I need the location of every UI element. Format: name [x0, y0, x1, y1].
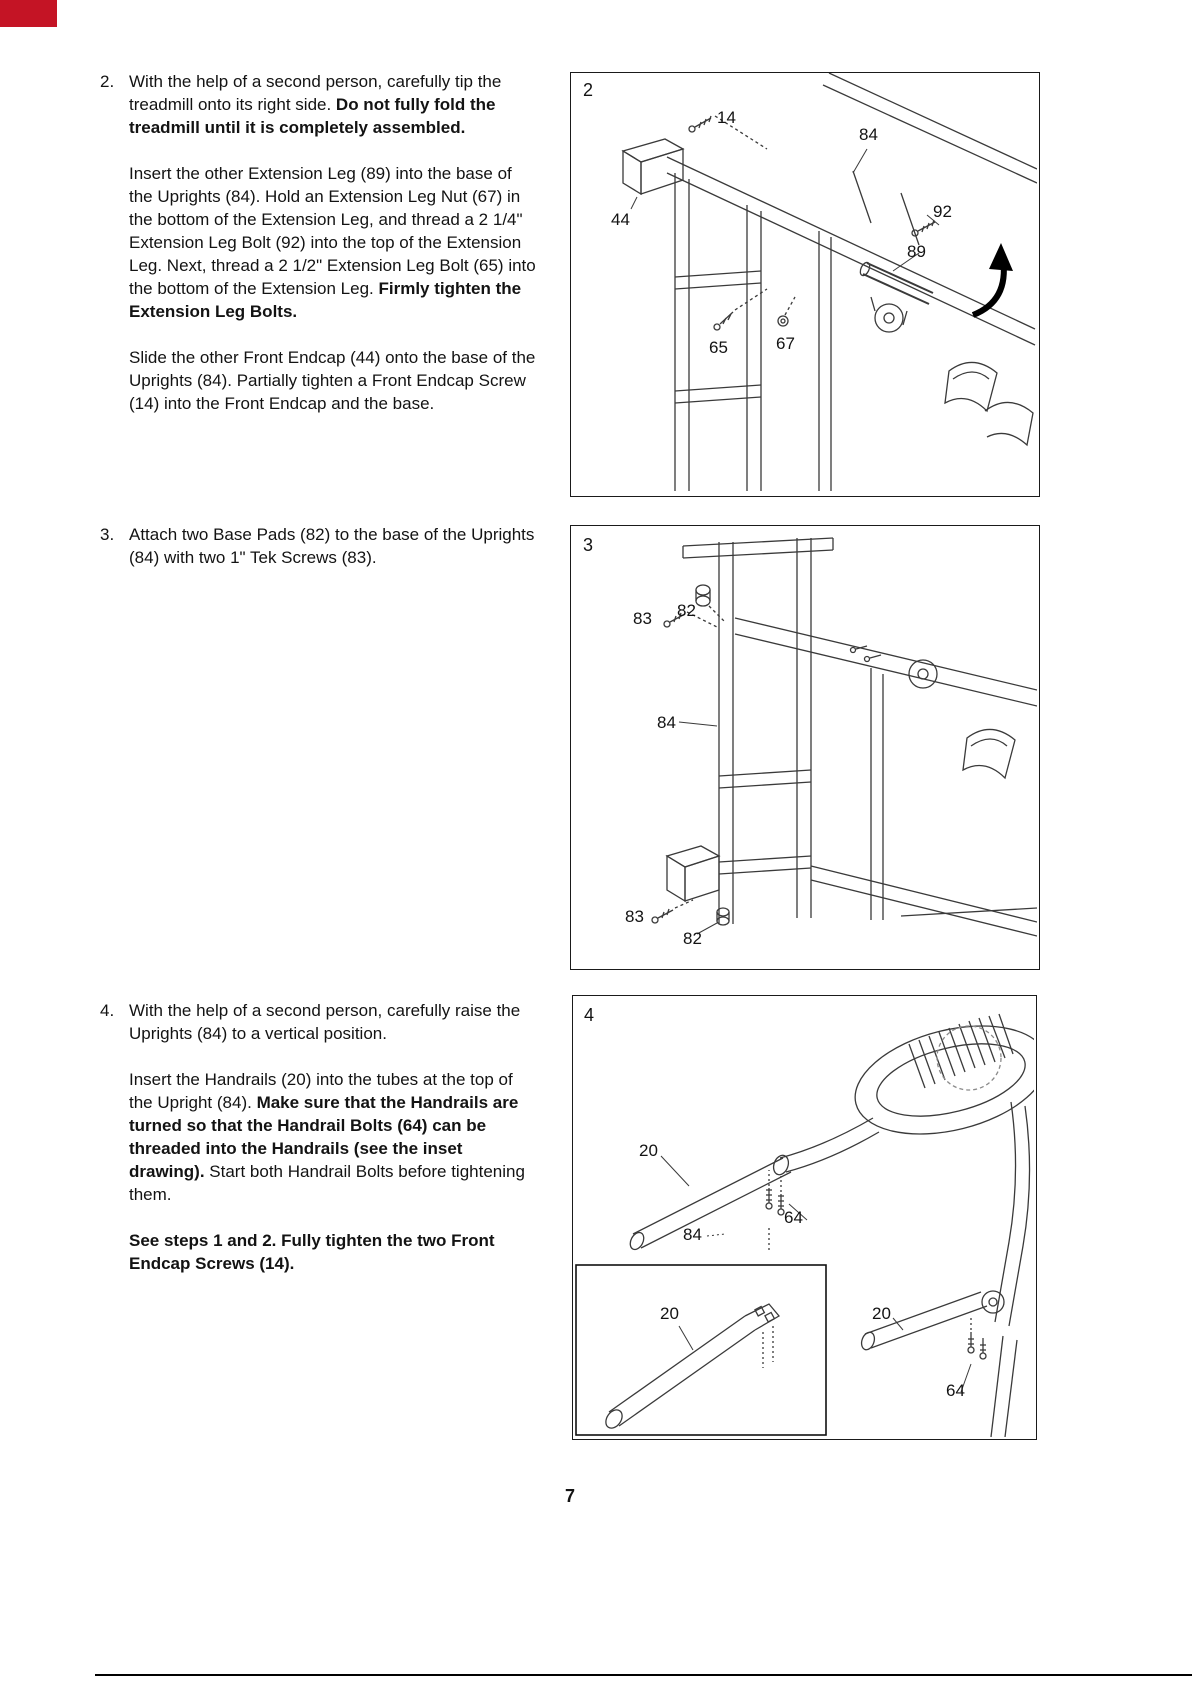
figure-2: [570, 72, 1040, 497]
figure-3-drawing: [571, 526, 1037, 967]
step-3-paragraph-1: Attach two Base Pads (82) to the base of the Uprights (84) with two 1" Tek Screws (83).: [129, 525, 535, 567]
step-2-paragraph-2: Insert the other Extension Leg (89) into the base of the Uprights (84). Hold an Extension Leg Nut (67) in the bottom of the Extension Leg, and thread a 2 1/4" Extension Leg Bolt (92) into the top of the Extension Leg. Next, thread a 2 1/2" Extension Leg Bolt (65) into the bottom of the Extension Leg. Firmly tighten the Extension Leg Bolts.: [129, 164, 536, 321]
callout-part-20-left: 20: [639, 1141, 658, 1160]
figure-4-drawing: [573, 996, 1034, 1437]
callout-part-92: 92: [933, 202, 952, 221]
step-2-paragraph-1: With the help of a second person, carefully tip the treadmill onto its right side. Do not fully fold the treadmill until it is completely assembled.: [129, 72, 502, 137]
figure-2-label: 2: [583, 80, 594, 100]
callout-part-84: 84: [657, 713, 676, 732]
step-3: [100, 523, 538, 569]
callout-part-84: 84: [859, 125, 878, 144]
corner-red-mark: [0, 0, 57, 27]
callout-part-84: 84: [683, 1225, 702, 1244]
step-4-text: [129, 999, 538, 1275]
step-2: [100, 70, 538, 415]
callout-part-89: 89: [907, 242, 926, 261]
figure-4: [572, 995, 1037, 1440]
bottom-rule: [95, 1674, 1192, 1676]
step-2-text: [129, 70, 538, 415]
callout-part-44: 44: [611, 210, 630, 229]
callout-part-64-left: 64: [784, 1208, 803, 1227]
callout-part-82-top: 82: [677, 601, 696, 620]
step-4-number: 4.: [100, 1001, 115, 1020]
callout-part-83-top: 83: [633, 609, 652, 628]
step-4-paragraph-2: Insert the Handrails (20) into the tubes at the top of the Upright (84). Make sure that the Handrails are turned so that the Handrail Bolts (64) can be threaded into the Handrails (see the inset drawing). Start both Handrail Bolts before tightening them.: [129, 1070, 525, 1204]
step-3-text: [129, 523, 538, 569]
callout-part-64-right: 64: [946, 1381, 965, 1400]
callout-part-83-bottom: 83: [625, 907, 644, 926]
step-4-paragraph-1: With the help of a second person, carefully raise the Uprights (84) to a vertical position.: [129, 1001, 521, 1043]
step-2-number: 2.: [100, 72, 115, 91]
callout-part-14: 14: [717, 108, 736, 127]
step-4: [100, 999, 538, 1275]
figure-2-drawing: [571, 73, 1037, 494]
callout-part-20-inset: 20: [660, 1304, 679, 1323]
step-4-paragraph-3: See steps 1 and 2. Fully tighten the two Front Endcap Screws (14).: [129, 1231, 495, 1273]
callout-part-20-right: 20: [872, 1304, 891, 1323]
figure-4-label: 4: [584, 1005, 595, 1025]
callout-part-82-bottom: 82: [683, 929, 702, 948]
callout-part-65: 65: [709, 338, 728, 357]
callout-part-67: 67: [776, 334, 795, 353]
step-2-paragraph-3: Slide the other Front Endcap (44) onto the base of the Uprights (84). Partially tighten a Front Endcap Screw (14) into the Front Endcap and the base.: [129, 348, 536, 413]
figure-3-label: 3: [583, 535, 594, 555]
figure-3: [570, 525, 1040, 970]
step-3-number: 3.: [100, 525, 115, 544]
page-number: 7: [564, 1486, 575, 1506]
